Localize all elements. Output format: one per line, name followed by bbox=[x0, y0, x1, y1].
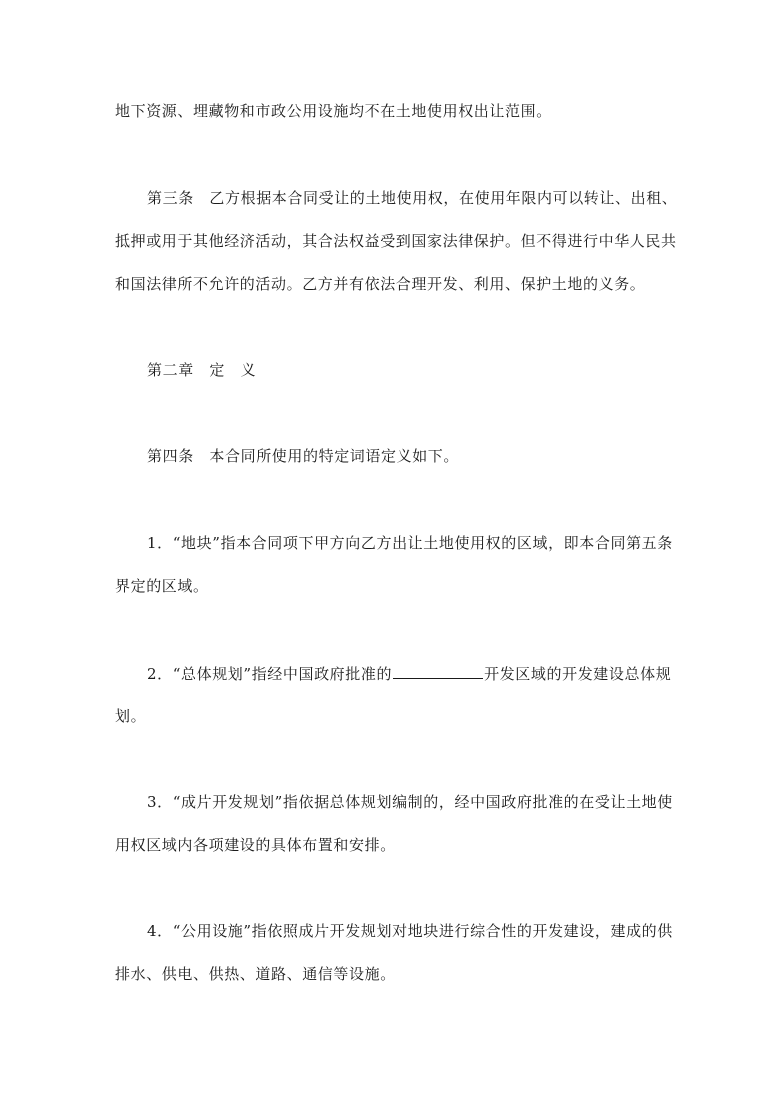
definition-4-line-2: 排水、供电、供热、道路、通信等设施。 bbox=[115, 965, 396, 983]
article-4-line: 第四条 本合同所使用的特定词语定义如下。 bbox=[147, 447, 460, 465]
definition-2-line-2: 划。 bbox=[115, 707, 147, 725]
article-3-line-1: 第三条 乙方根据本合同受让的土地使用权，在使用年限内可以转让、出租、 bbox=[147, 189, 678, 207]
definition-2-text-before-blank: 2．“总体规划”指经中国政府批准的 bbox=[147, 665, 393, 683]
article-3-line-2: 抵押或用于其他经济活动，其合法权益受到国家法律保护。但不得进行中华人民共 bbox=[115, 232, 677, 250]
chapter-heading: 第二章 定 义 bbox=[147, 361, 257, 379]
definition-2-line-1 bbox=[147, 663, 671, 684]
definition-3-line-1: 3．“成片开发规划”指依据总体规划编制的，经中国政府批准的在受让土地使 bbox=[147, 793, 673, 811]
fill-in-blank bbox=[393, 663, 483, 679]
definition-1-line-1: 1．“地块”指本合同项下甲方向乙方出让土地使用权的区域，即本合同第五条 bbox=[147, 534, 673, 552]
definition-1-line-2: 界定的区域。 bbox=[115, 577, 209, 595]
paragraph-line: 地下资源、埋藏物和市政公用设施均不在土地使用权出让范围。 bbox=[115, 102, 552, 120]
article-3-line-3: 和国法律所不允许的活动。乙方并有依法合理开发、利用、保护土地的义务。 bbox=[115, 275, 646, 293]
definition-4-line-1: 4．“公用设施”指依照成片开发规划对地块进行综合性的开发建设，建成的供 bbox=[147, 922, 673, 940]
definition-2-text-after-blank: 开发区域的开发建设总体规 bbox=[484, 665, 672, 683]
definition-3-line-2: 用权区域内各项建设的具体布置和安排。 bbox=[115, 836, 396, 854]
